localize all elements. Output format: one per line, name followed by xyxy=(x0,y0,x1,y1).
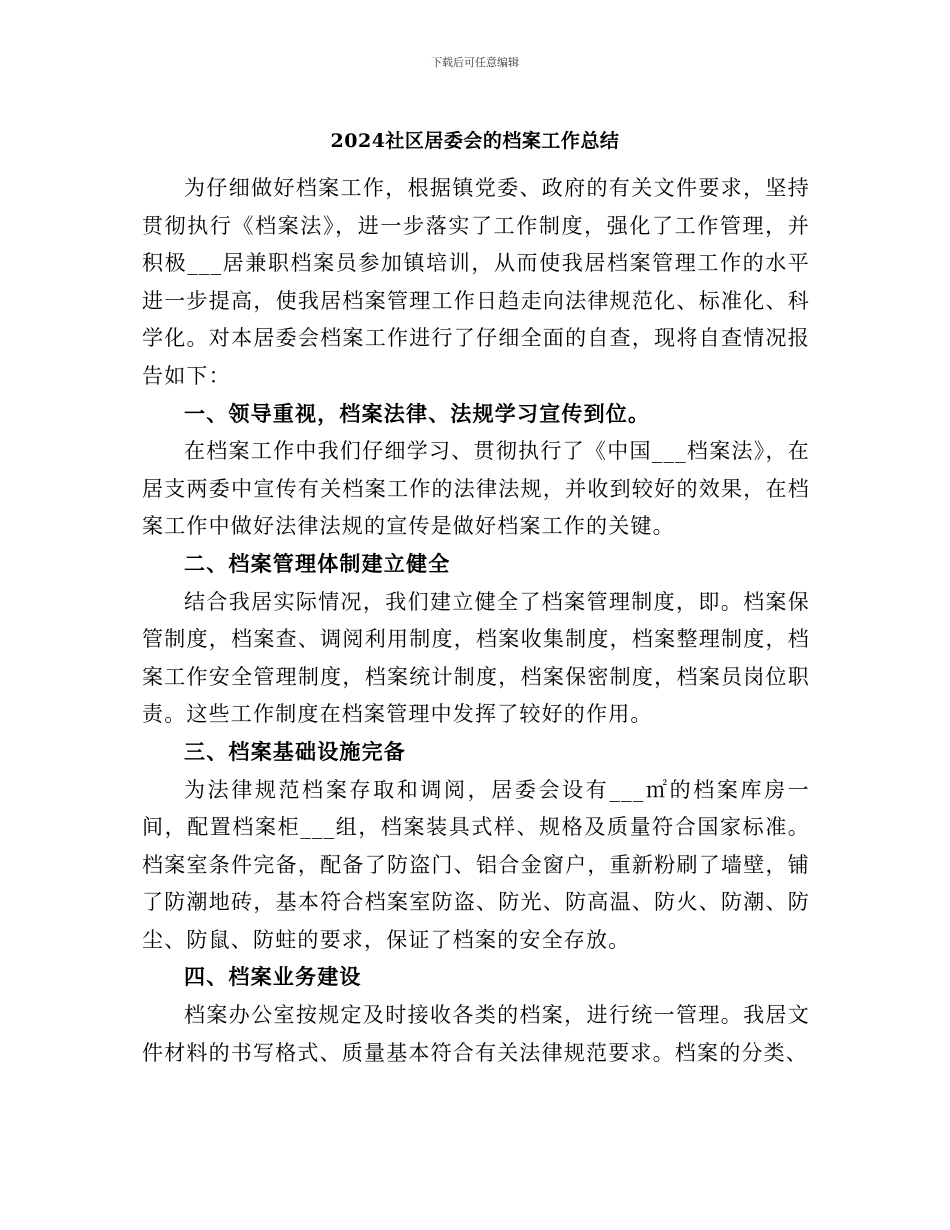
document-body xyxy=(142,170,810,1072)
section-heading-1: 一、领导重视，档案法律、法规学习宣传到位。 xyxy=(184,401,651,426)
document-title: 2024社区居委会的档案工作总结 xyxy=(330,130,620,152)
section-paragraph-2: 结合我居实际情况，我们建立健全了档案管理制度，即。档案保管制度，档案查、调阅利用制度，档案收集制度，档案整理制度，档案工作安全管理制度，档案统计制度，档案保密制度，档案员岗位职责。这些工作制度在档案管理中发挥了较好的作用。 xyxy=(142,589,810,727)
header-note: 下载后可任意编辑 xyxy=(431,56,519,69)
section-heading-4: 四、档案业务建设 xyxy=(184,965,362,990)
intro-paragraph: 为仔细做好档案工作，根据镇党委、政府的有关文件要求，坚持贯彻执行《档案法》，进一步落实了工作制度，强化了工作管理，并积极___居兼职档案员参加镇培训，从而使我居档案管理工作的水平进一步提高，使我居档案管理工作日趋走向法律规范化、标准化、科学化。对本居委会档案工作进行了仔细全面的自查，现将自查情况报告如下： xyxy=(142,176,810,388)
section-paragraph-3: 为法律规范档案存取和调阅，居委会设有___㎡的档案库房一间，配置档案柜___组，档案装具式样、规格及质量符合国家标准。档案室条件完备，配备了防盗门、铝合金窗户，重新粉刷了墙壁，铺了防潮地砖，基本符合档案室防盗、防光、防高温、防火、防潮、防尘、防鼠、防蛀的要求，保证了档案的安全存放。 xyxy=(142,777,810,952)
section-heading-3: 三、档案基础设施完备 xyxy=(184,739,406,764)
section-heading-2: 二、档案管理体制建立健全 xyxy=(184,551,451,576)
section-paragraph-1: 在档案工作中我们仔细学习、贯彻执行了《中国___档案法》，在居支两委中宣传有关档案工作的法律法规，并收到较好的效果，在档案工作中做好法律法规的宣传是做好档案工作的关键。 xyxy=(142,439,810,539)
section-paragraph-4: 档案办公室按规定及时接收各类的档案，进行统一管理。我居文件材料的书写格式、质量基本符合有关法律规范要求。档案的分类、 xyxy=(142,1003,810,1065)
